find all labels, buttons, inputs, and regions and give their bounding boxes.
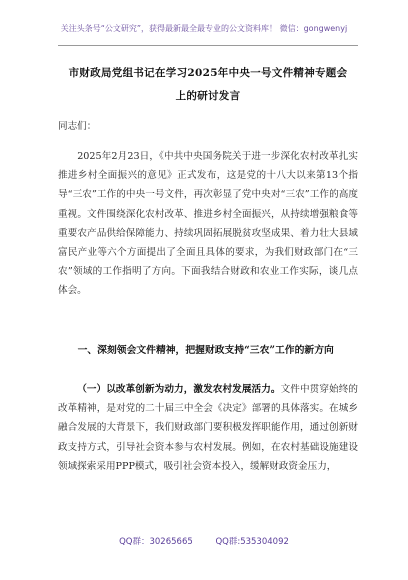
paragraph-intro: 2025年2月23日，《中共中央国务院关于进一步深化农村改革扎实推进乡村全面振兴的意见》正式发布，这是党的十八大以来第13个指导“三农”工作的中央一号文件，再次彰显了党中央对“三农”工作的高度重视。文件围绕深化农村改革、推进乡村全面振兴，从持续增强粮食等重要农产品供给保障能力、持续巩固拓展脱贫攻坚成果、着力壮大县域富民产业等六个方面提出了全面且具体的要求，为我们财政部门在“三农”领域的工作指明了方向。下面我结合财政和农业工作实际，谈几点体会。 [58,151,358,297]
footer-contact [0,535,408,547]
subsection-lead: （一）以改革创新为动力，激发农村发展活力。 [77,384,281,395]
paragraph-section-1-1 [58,380,358,476]
header-divider [58,45,358,46]
footer-qq-group-1: QQ群：30265665 [119,537,193,547]
header-note: 关注头条号“公文研究”，获得最新最全最专业的公文资料库！ 微信：gongwenyj [60,24,348,33]
section-heading-1: 一、深刻领会文件精神，把握财政支持“三农”工作的新方向 [77,345,334,356]
footer-qq-group-2: QQ群:535304092 [215,537,289,547]
subsection-text: 文件中贯穿始终的改革精神，是对党的二十届三中全会《决定》部署的具体落实。在城乡融合发展的大背景下，我们财政部门要积极发挥职能作用，通过创新财政支持方式，引导社会资本参与农村发展。例如，在农村基础设施建设领域探索采用PPP模式，吸引社会资本投入，缓解财政资金压力， [58,384,359,472]
salutation: 同志们： [58,121,97,132]
document-title-line-2: 上的研讨发言 [175,90,241,102]
document-title-line-1: 市财政局党组书记在学习2025年中央一号文件精神专题会 [68,67,348,79]
